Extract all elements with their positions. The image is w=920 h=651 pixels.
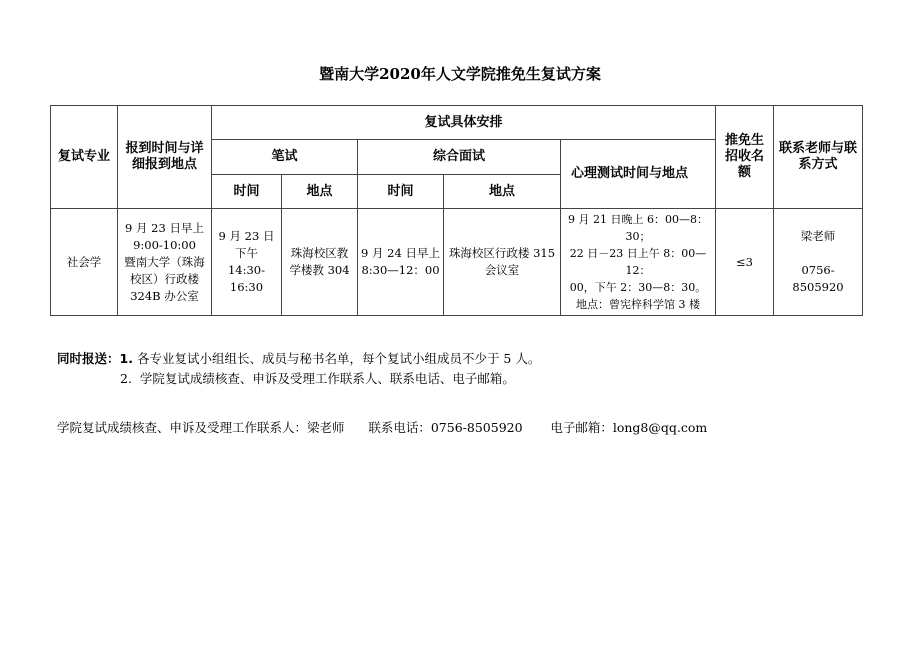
contact-line: 学院复试成绩核查、申诉及受理工作联系人：梁老师 联系电话：0756-8505920 电子邮箱：long8@qq.com [57,420,708,435]
cell-interview-time [358,209,444,316]
line: 9 月 24 日早上 [361,246,440,260]
header-interview-time: 时间 [358,175,444,209]
line: 9 月 23 日早上 [125,220,204,235]
cell-quota: ≤3 [716,209,774,316]
line: 324B 办公室 [130,288,199,303]
line: 9:00-10:00 [133,237,196,252]
line: 暨南大学（珠海 [124,254,205,269]
note-number: 1. [119,351,133,366]
header-written: 笔试 [212,140,358,175]
note-item: 各专业复试小组组长、成员与秘书名单，每个复试小组成员不少于 5 人。 [136,351,541,366]
line: 00，下午 2：30—8：30。 [569,281,707,294]
cell-written-place [282,209,358,316]
line: 学楼教 304 [289,263,350,277]
cell-report [118,209,212,316]
line: 地点：曾宪梓科学馆 3 楼 [576,298,700,311]
cell-major: 社会学 [51,209,118,316]
header-arrangement: 复试具体安排 [212,106,716,140]
header-interview: 综合面试 [358,140,561,175]
line: 9 月 23 日 [218,229,275,243]
cell-psych [561,209,716,316]
teacher: 梁老师 [800,229,836,243]
line: 会议室 [484,263,520,277]
note-item: 学院复试成绩核查、申诉及受理工作联系人、联系电话、电子邮箱。 [139,371,515,386]
line: 14:30-16:30 [227,263,266,294]
notes [57,349,540,389]
header-interview-place: 地点 [444,175,561,209]
note-number: 2. [120,371,132,386]
header-contact: 联系老师与联系方式 [774,106,863,209]
header-report: 报到时间与详细报到地点 [118,106,212,209]
header-psych: 心理测试时间与地点 [561,140,716,209]
header-major: 复试专业 [51,106,118,209]
interview-schedule-table [50,105,863,316]
header-written-time: 时间 [212,175,282,209]
cell-contact [774,209,863,316]
cell-written-time [212,209,282,316]
line: 珠海校区行政楼 315 [448,246,556,260]
line: 9 月 21 日晚上 6：00—8：30； [568,213,708,243]
line: 8:30—12：00 [361,263,440,277]
document-title: 暨南大学2020年人文学院推免生复试方案 [319,65,601,83]
line: 珠海校区教 [290,246,349,260]
line: 22 日－23 日上午 8：00—12： [569,247,707,277]
line: 校区）行政楼 [130,271,199,286]
notes-label: 同时报送： [57,351,120,366]
phone: 0756-8505920 [792,263,844,294]
cell-interview-place [444,209,561,316]
table-row [51,209,863,316]
header-written-place: 地点 [282,175,358,209]
line: 下午 [235,246,258,260]
header-quota: 推免生招收名额 [716,106,774,209]
